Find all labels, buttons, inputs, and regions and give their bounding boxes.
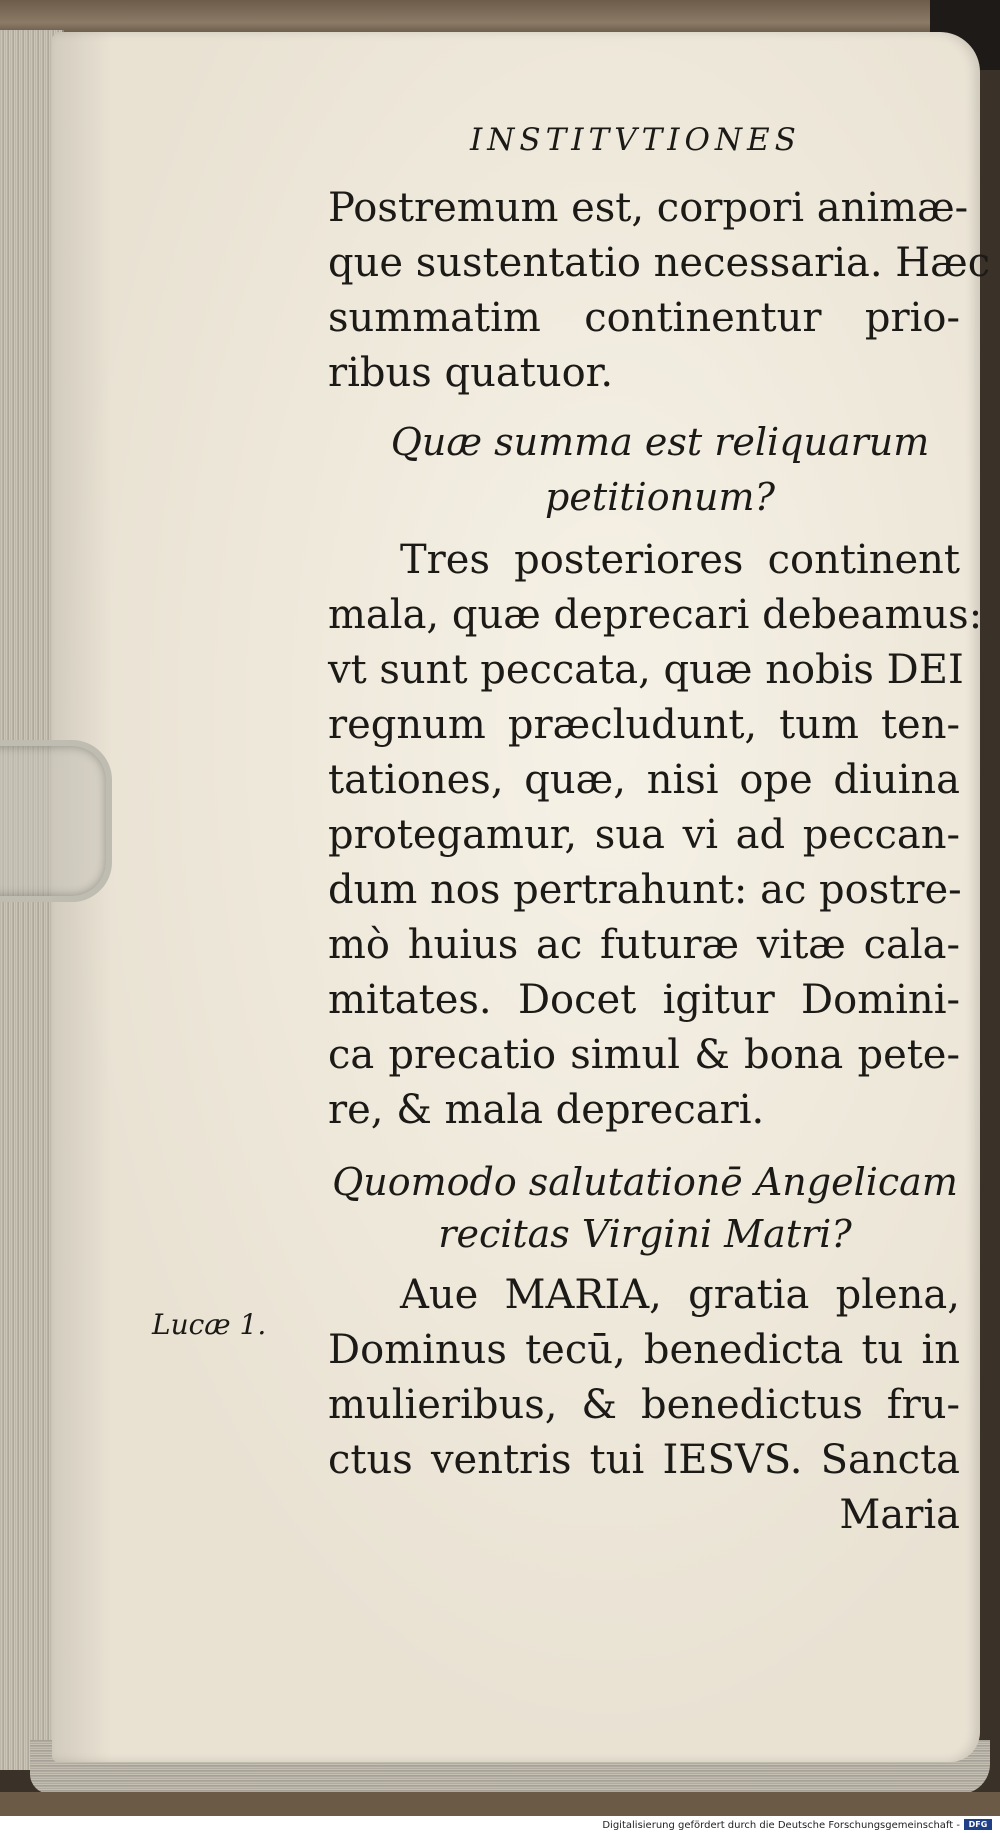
running-head: INSTITVTIONES xyxy=(470,122,801,158)
text-line: mulieribus, & benedictus fru- xyxy=(328,1382,960,1428)
text-line: Aue MARIA, gratia plena, xyxy=(400,1272,960,1318)
question-heading: Quæ summa est reliquarum xyxy=(390,420,930,464)
text-line: mò huius ac futuræ vitæ cala- xyxy=(328,922,960,968)
text-line: summatim continentur prio- xyxy=(328,295,960,341)
text-line: Postremum est, corpori animæ- xyxy=(328,185,969,231)
clasp-icon xyxy=(0,740,112,902)
text-line: dum nos pertrahunt: ac postre- xyxy=(328,867,962,913)
catchword: Maria xyxy=(839,1492,960,1538)
text-line: re, & mala deprecari. xyxy=(328,1087,765,1133)
text-line: Dominus tecū, benedicta tu in xyxy=(328,1327,960,1373)
text-line: protegamur, sua vi ad peccan- xyxy=(328,812,960,858)
text-line: ribus quatuor. xyxy=(328,350,614,396)
text-line: ca precatio simul & bona pete- xyxy=(328,1032,960,1078)
dfg-logo-icon: DFG xyxy=(964,1819,992,1830)
text-line: vt sunt peccata, quæ nobis DEI xyxy=(328,647,964,693)
text-line: mitates. Docet igitur Domini- xyxy=(328,977,960,1023)
text-line: mala, quæ deprecari debeamus: xyxy=(328,592,983,638)
text-line: Tres posteriores continent xyxy=(400,537,960,583)
question-heading: recitas Virgini Matri? xyxy=(438,1212,852,1256)
text-line: tationes, quæ, nisi ope diuina xyxy=(328,757,960,803)
text-line: ctus ventris tui IESVS. Sancta xyxy=(328,1437,960,1483)
margin-note: Lucæ 1. xyxy=(152,1308,267,1341)
question-heading: petitionum? xyxy=(545,475,775,519)
footer-credit: Digitalisierung gefördert durch die Deutsche Forschungsgemeinschaft - xyxy=(602,1820,960,1831)
text-line: regnum præcludunt, tum ten- xyxy=(328,702,960,748)
text-line: que sustentatio necessaria. Hæc xyxy=(328,240,991,286)
bottom-board xyxy=(0,1792,1000,1816)
question-heading: Quomodo salutationē Angelicam xyxy=(332,1160,958,1204)
